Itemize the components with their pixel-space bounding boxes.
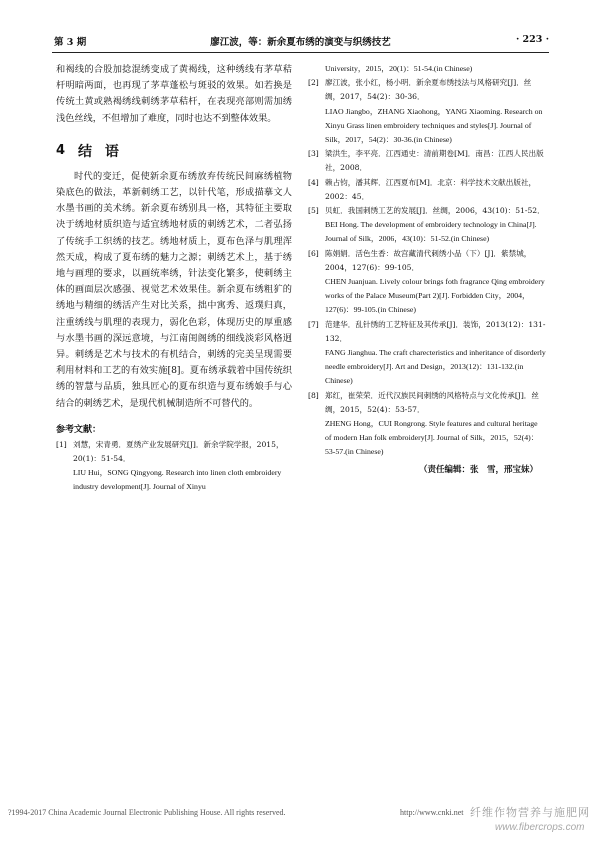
reference-index: [4] [308,177,319,187]
header-rule [52,52,549,53]
reference-en: BEI Hong. The development of embroidery technology in China[J]. Journal of Silk，2006，43(10)：51-52.(in Chinese) [325,220,537,244]
issue-number: 第 3 期 [54,37,87,48]
conclusion-paragraph: 时代的变迁，促使新余夏布绣放弃传统民间麻绣植物染底色的做法，革新刺绣工艺，以针代笔，形成描摹文人水墨书画的美术绣。新余夏布绣别具一格，其特征主要取决于绣地材质织造与适宜绣地材质的刺绣艺术，二者弘扬了传统手工织绣的技艺。绣地材质上，夏布色泽与肌理浑然天成，构成了夏布绣的魅力之源；刺绣艺术上，基于绣地与画理的要求，以画统率绣，针法变化繁多，使刺绣主体的画面层次感强、视觉艺术效果佳。新余夏布绣粗犷的绣地与精细的绣活产生对比关系，拙中寓秀、返璞归真，注重绣线与肌理的表现力，弱化色彩，体现历史的厚重感与水墨书画的深远意境，与江南闺阁绣的细线淡彩风格迥异。刺绣是艺术与技术的有机结合，刺绣的完美呈现需要利用材料和工艺的有效实施[8]。夏布绣承载着中国传统织绣的智慧与品质，独具匠心的夏布织造与夏布绣娘手与心结合的刺绣艺术，是现代机械制造所不可替代的。 [56,170,292,409]
reference-cn: 廖江波，张小红，杨小明．新余夏布绣技法与风格研究[J]．丝绸，2017，54(2)：30-36． [325,78,532,102]
reference-cn: 范建华．乱针绣的工艺特征及其传承[J]．装饰，2013(12)：131-132． [325,319,546,343]
references-title: 参考文献： [56,424,102,435]
cnki-link[interactable]: http://www.cnki.net [400,808,464,817]
reference-index: [2] [308,78,319,88]
reference-index: [8] [308,390,319,400]
reference-index: [5] [308,206,319,216]
reference-index: [1] [56,439,67,449]
section-title: 结 语 [78,143,123,160]
left-column [56,62,292,495]
copyright-notice: ?1994-2017 China Academic Journal Electronic Publishing House. All rights reserved. [8,808,286,817]
reference-cn: 郑红，崔荣荣．近代汉族民间刺绣的风格特点与文化传承[J]．丝绸，2015，52(4)：53-57． [325,390,539,414]
reference-cn: 贝虹．我国刺绣工艺的发展[J]．丝绸，2006，43(10)：51-52． [325,206,545,216]
intro-paragraph: 和褐线的合股加捻混绣变成了黄褐线，这种绣线有茅草秸杆明暗两面，也再现了茅草蓬松与斑驳的效果。如若换是传统土黄或熟褐绣线刺绣茅草秸杆，在表现亮部则需加绣浅色丝线，不但增加了难度，同时也达不到整体效果。 [56,64,292,124]
reference-en: University，2015，20(1)：51-54.(in Chinese) [325,64,473,73]
section-number: 4 [56,142,66,158]
reference-item [308,147,546,175]
reference-cn: 陈娟娟．活色生香：故宫藏清代刺绣小品（下）[J]．紫禁城，2004，127(6)：99-105． [325,248,532,272]
running-header [52,34,549,50]
watermark-en: www.fibercrops.com [495,822,585,833]
reference-item [308,204,546,247]
reference-en: FANG Jianghua. The craft charecteristics and inheritance of disorderly needle embroidery[J]. Art and Design，2013(12)：131-132.(in Chinese) [325,348,546,386]
watermark-cn: 纤维作物营养与施肥网 [470,806,590,819]
reference-en: LIAO Jiangbo，ZHANG Xiaohong，YANG Xiaoming. Research on Xinyu Grass linen embroidery techniques and styles[J]. Journal of Silk，2017，54(2)：30-36.(in Chinese) [325,106,543,145]
reference-item [56,438,292,495]
editor-credit: （责任编辑：张 雪，邢宝妹） [418,464,538,475]
reference-cn: 赖占钧，潘其辉．江西夏布[M]．北京：科学技术文献出版社，2002：45． [325,177,537,201]
reference-cn: 梁洪生，李平亮．江西通史：清前期卷[M]．南昌：江西人民出版社，2008． [325,149,544,173]
reference-en: LIU Hui，SONG Qingyong. Research into linen cloth embroidery industry development[J]. Journal of Xinyu [73,468,282,492]
reference-en: CHEN Juanjuan. Lively colour brings foth fragrance Qing embroidery works of the Palace Museum(Part 2)[J]. Forbidden City，2004，127(6)：99-105.(in Chinese) [325,277,545,315]
reference-item [308,76,546,147]
reference-item [308,247,546,318]
reference-index: [6] [308,248,319,258]
reference-item [308,318,546,389]
reference-en: ZHENG Hong，CUI Rongrong. Style features and cultural heritage of modern Han folk embroidery[J]. Journal of Silk，2015，52(4)：53-57.(in Chinese) [325,419,539,457]
reference-item [308,176,546,204]
section-heading [56,139,292,161]
reference-index: [3] [308,149,319,159]
reference-cn: 刘慧，宋青勇．夏绣产业发展研究[J]．新余学院学报，2015，20(1)：51-54． [73,439,284,464]
right-column [308,62,546,475]
reference-item [308,389,546,460]
reference-continuation [308,62,546,76]
running-title: 廖江波，等：新余夏布绣的演变与织绣技艺 [210,37,391,48]
page-number: · 223 · [515,34,549,45]
reference-index: [7] [308,319,319,329]
